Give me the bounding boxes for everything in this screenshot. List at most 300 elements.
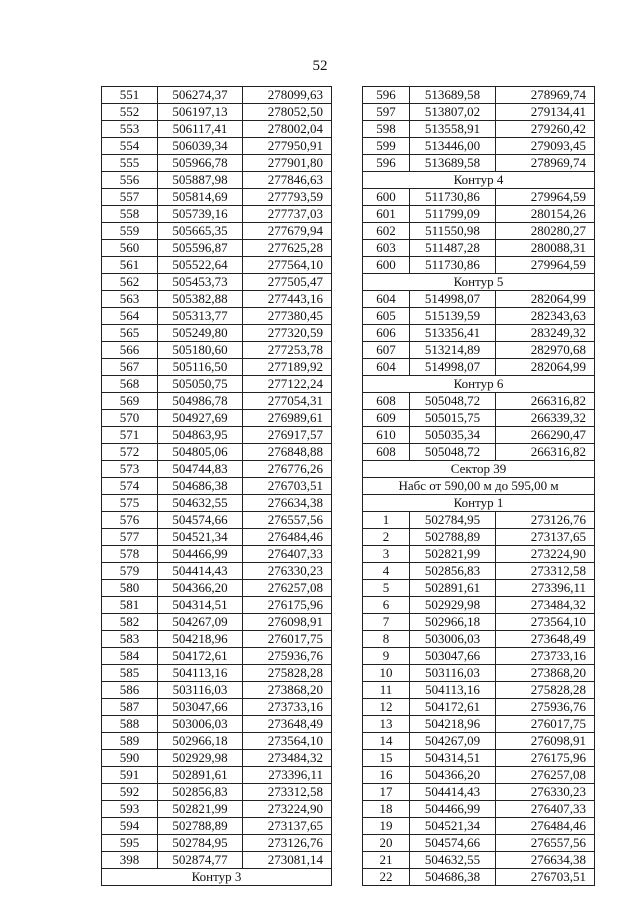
point-number-cell: 582 bbox=[102, 614, 158, 631]
table-row bbox=[102, 172, 332, 189]
y-coordinate-cell: 282343,63 bbox=[496, 308, 595, 325]
x-coordinate-cell: 505313,77 bbox=[158, 308, 243, 325]
page-number: 52 bbox=[312, 58, 328, 74]
x-coordinate-cell: 504314,51 bbox=[158, 597, 243, 614]
table-row bbox=[363, 852, 595, 869]
table-row bbox=[102, 631, 332, 648]
point-number-cell: 597 bbox=[363, 104, 410, 121]
point-number-cell: 595 bbox=[102, 835, 158, 852]
y-coordinate-cell: 276634,38 bbox=[243, 495, 332, 512]
point-number-cell: 553 bbox=[102, 121, 158, 138]
point-number-cell: 593 bbox=[102, 801, 158, 818]
y-coordinate-cell: 276017,75 bbox=[496, 716, 595, 733]
y-coordinate-cell: 276484,46 bbox=[243, 529, 332, 546]
point-number-cell: 571 bbox=[102, 427, 158, 444]
coordinates-table-right bbox=[362, 86, 595, 886]
point-number-cell: 1 bbox=[363, 512, 410, 529]
x-coordinate-cell: 504805,06 bbox=[158, 444, 243, 461]
x-coordinate-cell: 502784,95 bbox=[410, 512, 496, 529]
table-row bbox=[363, 631, 595, 648]
x-coordinate-cell: 504466,99 bbox=[158, 546, 243, 563]
y-coordinate-cell: 277950,91 bbox=[243, 138, 332, 155]
point-number-cell: 581 bbox=[102, 597, 158, 614]
table-row bbox=[102, 597, 332, 614]
y-coordinate-cell: 279260,42 bbox=[496, 121, 595, 138]
y-coordinate-cell: 282064,99 bbox=[496, 291, 595, 308]
table-row bbox=[102, 308, 332, 325]
y-coordinate-cell: 273224,90 bbox=[243, 801, 332, 818]
point-number-cell: 610 bbox=[363, 427, 410, 444]
point-number-cell: 601 bbox=[363, 206, 410, 223]
point-number-cell: 563 bbox=[102, 291, 158, 308]
x-coordinate-cell: 513356,41 bbox=[410, 325, 496, 342]
x-coordinate-cell: 511799,09 bbox=[410, 206, 496, 223]
point-number-cell: 12 bbox=[363, 699, 410, 716]
section-heading-row bbox=[363, 376, 595, 393]
point-number-cell: 17 bbox=[363, 784, 410, 801]
table-row bbox=[363, 189, 595, 206]
table-row bbox=[363, 784, 595, 801]
x-coordinate-cell: 505382,88 bbox=[158, 291, 243, 308]
table-row bbox=[363, 563, 595, 580]
point-number-cell: 609 bbox=[363, 410, 410, 427]
y-coordinate-cell: 273484,32 bbox=[243, 750, 332, 767]
point-number-cell: 604 bbox=[363, 291, 410, 308]
table-row bbox=[102, 87, 332, 104]
x-coordinate-cell: 504863,95 bbox=[158, 427, 243, 444]
table-row bbox=[363, 342, 595, 359]
x-coordinate-cell: 513689,58 bbox=[410, 87, 496, 104]
x-coordinate-cell: 504574,66 bbox=[410, 835, 496, 852]
y-coordinate-cell: 273137,65 bbox=[496, 529, 595, 546]
x-coordinate-cell: 505035,34 bbox=[410, 427, 496, 444]
table-row bbox=[102, 563, 332, 580]
y-coordinate-cell: 277380,45 bbox=[243, 308, 332, 325]
x-coordinate-cell: 506117,41 bbox=[158, 121, 243, 138]
point-number-cell: 567 bbox=[102, 359, 158, 376]
table-row bbox=[102, 818, 332, 835]
y-coordinate-cell: 266316,82 bbox=[496, 393, 595, 410]
table-row bbox=[363, 87, 595, 104]
x-coordinate-cell: 503006,03 bbox=[410, 631, 496, 648]
table-row bbox=[102, 546, 332, 563]
x-coordinate-cell: 502874,77 bbox=[158, 852, 243, 869]
x-coordinate-cell: 502784,95 bbox=[158, 835, 243, 852]
x-coordinate-cell: 505048,72 bbox=[410, 393, 496, 410]
table-row bbox=[363, 699, 595, 716]
point-number-cell: 561 bbox=[102, 257, 158, 274]
y-coordinate-cell: 276098,91 bbox=[243, 614, 332, 631]
x-coordinate-cell: 504172,61 bbox=[158, 648, 243, 665]
x-coordinate-cell: 504986,78 bbox=[158, 393, 243, 410]
x-coordinate-cell: 503116,03 bbox=[410, 665, 496, 682]
x-coordinate-cell: 505739,16 bbox=[158, 206, 243, 223]
table-row bbox=[102, 189, 332, 206]
y-coordinate-cell: 276175,96 bbox=[243, 597, 332, 614]
table-row bbox=[363, 733, 595, 750]
x-coordinate-cell: 504314,51 bbox=[410, 750, 496, 767]
x-coordinate-cell: 504927,69 bbox=[158, 410, 243, 427]
y-coordinate-cell: 273648,49 bbox=[243, 716, 332, 733]
y-coordinate-cell: 275828,28 bbox=[243, 665, 332, 682]
x-coordinate-cell: 504686,38 bbox=[158, 478, 243, 495]
point-number-cell: 578 bbox=[102, 546, 158, 563]
x-coordinate-cell: 504574,66 bbox=[158, 512, 243, 529]
y-coordinate-cell: 276917,57 bbox=[243, 427, 332, 444]
y-coordinate-cell: 277054,31 bbox=[243, 393, 332, 410]
point-number-cell: 594 bbox=[102, 818, 158, 835]
x-coordinate-cell: 513214,89 bbox=[410, 342, 496, 359]
table-row bbox=[363, 155, 595, 172]
x-coordinate-cell: 513689,58 bbox=[410, 155, 496, 172]
table-row bbox=[363, 223, 595, 240]
point-number-cell: 575 bbox=[102, 495, 158, 512]
point-number-cell: 21 bbox=[363, 852, 410, 869]
point-number-cell: 5 bbox=[363, 580, 410, 597]
x-coordinate-cell: 505887,98 bbox=[158, 172, 243, 189]
y-coordinate-cell: 276634,38 bbox=[496, 852, 595, 869]
point-number-cell: 559 bbox=[102, 223, 158, 240]
point-number-cell: 603 bbox=[363, 240, 410, 257]
y-coordinate-cell: 277679,94 bbox=[243, 223, 332, 240]
point-number-cell: 576 bbox=[102, 512, 158, 529]
y-coordinate-cell: 276330,23 bbox=[243, 563, 332, 580]
table-row bbox=[363, 767, 595, 784]
y-coordinate-cell: 276257,08 bbox=[243, 580, 332, 597]
y-coordinate-cell: 277443,16 bbox=[243, 291, 332, 308]
point-number-cell: 398 bbox=[102, 852, 158, 869]
section-heading: Набс от 590,00 м до 595,00 м bbox=[363, 478, 595, 495]
x-coordinate-cell: 505180,60 bbox=[158, 342, 243, 359]
y-coordinate-cell: 278969,74 bbox=[496, 155, 595, 172]
point-number-cell: 19 bbox=[363, 818, 410, 835]
coordinates-table-left bbox=[101, 86, 332, 886]
x-coordinate-cell: 513558,91 bbox=[410, 121, 496, 138]
x-coordinate-cell: 506039,34 bbox=[158, 138, 243, 155]
table-row bbox=[363, 240, 595, 257]
table-row bbox=[363, 512, 595, 529]
table-row bbox=[102, 801, 332, 818]
point-number-cell: 10 bbox=[363, 665, 410, 682]
y-coordinate-cell: 275828,28 bbox=[496, 682, 595, 699]
table-row bbox=[102, 750, 332, 767]
x-coordinate-cell: 504632,55 bbox=[158, 495, 243, 512]
y-coordinate-cell: 276776,26 bbox=[243, 461, 332, 478]
table-row bbox=[102, 393, 332, 410]
x-coordinate-cell: 511550,98 bbox=[410, 223, 496, 240]
table-row bbox=[363, 801, 595, 818]
x-coordinate-cell: 506197,13 bbox=[158, 104, 243, 121]
table-row bbox=[102, 835, 332, 852]
x-coordinate-cell: 515139,59 bbox=[410, 308, 496, 325]
x-coordinate-cell: 503047,66 bbox=[158, 699, 243, 716]
table-row bbox=[363, 529, 595, 546]
point-number-cell: 607 bbox=[363, 342, 410, 359]
y-coordinate-cell: 275936,76 bbox=[496, 699, 595, 716]
point-number-cell: 602 bbox=[363, 223, 410, 240]
point-number-cell: 20 bbox=[363, 835, 410, 852]
y-coordinate-cell: 276017,75 bbox=[243, 631, 332, 648]
y-coordinate-cell: 276557,56 bbox=[243, 512, 332, 529]
section-heading: Контур 4 bbox=[363, 172, 595, 189]
point-number-cell: 589 bbox=[102, 733, 158, 750]
section-heading-row bbox=[363, 461, 595, 478]
table-row bbox=[102, 767, 332, 784]
x-coordinate-cell: 503047,66 bbox=[410, 648, 496, 665]
point-number-cell: 565 bbox=[102, 325, 158, 342]
y-coordinate-cell: 273564,10 bbox=[243, 733, 332, 750]
table-row bbox=[102, 665, 332, 682]
x-coordinate-cell: 504632,55 bbox=[410, 852, 496, 869]
x-coordinate-cell: 502788,89 bbox=[410, 529, 496, 546]
y-coordinate-cell: 276098,91 bbox=[496, 733, 595, 750]
y-coordinate-cell: 280088,31 bbox=[496, 240, 595, 257]
y-coordinate-cell: 277901,80 bbox=[243, 155, 332, 172]
x-coordinate-cell: 502966,18 bbox=[158, 733, 243, 750]
y-coordinate-cell: 276407,33 bbox=[243, 546, 332, 563]
point-number-cell: 586 bbox=[102, 682, 158, 699]
point-number-cell: 6 bbox=[363, 597, 410, 614]
point-number-cell: 22 bbox=[363, 869, 410, 886]
table-row bbox=[363, 580, 595, 597]
x-coordinate-cell: 502788,89 bbox=[158, 818, 243, 835]
y-coordinate-cell: 266316,82 bbox=[496, 444, 595, 461]
x-coordinate-cell: 502891,61 bbox=[158, 767, 243, 784]
x-coordinate-cell: 514998,07 bbox=[410, 359, 496, 376]
y-coordinate-cell: 276330,23 bbox=[496, 784, 595, 801]
table-row bbox=[363, 393, 595, 410]
x-coordinate-cell: 502856,83 bbox=[410, 563, 496, 580]
y-coordinate-cell: 273648,49 bbox=[496, 631, 595, 648]
section-heading: Контур 5 bbox=[363, 274, 595, 291]
table-row bbox=[102, 104, 332, 121]
y-coordinate-cell: 276175,96 bbox=[496, 750, 595, 767]
point-number-cell: 569 bbox=[102, 393, 158, 410]
table-row bbox=[363, 104, 595, 121]
point-number-cell: 599 bbox=[363, 138, 410, 155]
section-heading: Контур 6 bbox=[363, 376, 595, 393]
table-row bbox=[102, 699, 332, 716]
y-coordinate-cell: 276484,46 bbox=[496, 818, 595, 835]
y-coordinate-cell: 276703,51 bbox=[496, 869, 595, 886]
y-coordinate-cell: 278052,50 bbox=[243, 104, 332, 121]
point-number-cell: 554 bbox=[102, 138, 158, 155]
point-number-cell: 600 bbox=[363, 189, 410, 206]
y-coordinate-cell: 279093,45 bbox=[496, 138, 595, 155]
y-coordinate-cell: 273126,76 bbox=[243, 835, 332, 852]
point-number-cell: 572 bbox=[102, 444, 158, 461]
point-number-cell: 7 bbox=[363, 614, 410, 631]
table-row bbox=[102, 580, 332, 597]
y-coordinate-cell: 282064,99 bbox=[496, 359, 595, 376]
y-coordinate-cell: 275936,76 bbox=[243, 648, 332, 665]
section-heading-row bbox=[363, 495, 595, 512]
point-number-cell: 557 bbox=[102, 189, 158, 206]
table-row bbox=[102, 257, 332, 274]
point-number-cell: 574 bbox=[102, 478, 158, 495]
x-coordinate-cell: 502966,18 bbox=[410, 614, 496, 631]
x-coordinate-cell: 511487,28 bbox=[410, 240, 496, 257]
x-coordinate-cell: 504414,43 bbox=[158, 563, 243, 580]
table-row bbox=[363, 546, 595, 563]
table-row bbox=[102, 274, 332, 291]
y-coordinate-cell: 273733,16 bbox=[496, 648, 595, 665]
table-row bbox=[102, 155, 332, 172]
x-coordinate-cell: 504113,16 bbox=[410, 682, 496, 699]
y-coordinate-cell: 279134,41 bbox=[496, 104, 595, 121]
table-row bbox=[102, 716, 332, 733]
x-coordinate-cell: 505966,78 bbox=[158, 155, 243, 172]
point-number-cell: 600 bbox=[363, 257, 410, 274]
table-row bbox=[102, 512, 332, 529]
table-row bbox=[102, 648, 332, 665]
x-coordinate-cell: 505015,75 bbox=[410, 410, 496, 427]
table-row bbox=[363, 665, 595, 682]
point-number-cell: 608 bbox=[363, 444, 410, 461]
y-coordinate-cell: 273733,16 bbox=[243, 699, 332, 716]
section-heading-row bbox=[363, 478, 595, 495]
y-coordinate-cell: 273312,58 bbox=[496, 563, 595, 580]
x-coordinate-cell: 504218,96 bbox=[410, 716, 496, 733]
y-coordinate-cell: 278002,04 bbox=[243, 121, 332, 138]
y-coordinate-cell: 276407,33 bbox=[496, 801, 595, 818]
point-number-cell: 570 bbox=[102, 410, 158, 427]
x-coordinate-cell: 511730,86 bbox=[410, 189, 496, 206]
point-number-cell: 596 bbox=[363, 87, 410, 104]
table-row bbox=[102, 376, 332, 393]
x-coordinate-cell: 503006,03 bbox=[158, 716, 243, 733]
y-coordinate-cell: 276703,51 bbox=[243, 478, 332, 495]
table-row bbox=[363, 869, 595, 886]
table-row bbox=[102, 733, 332, 750]
point-number-cell: 555 bbox=[102, 155, 158, 172]
x-coordinate-cell: 502891,61 bbox=[410, 580, 496, 597]
y-coordinate-cell: 283249,32 bbox=[496, 325, 595, 342]
y-coordinate-cell: 277189,92 bbox=[243, 359, 332, 376]
y-coordinate-cell: 276557,56 bbox=[496, 835, 595, 852]
table-row bbox=[102, 478, 332, 495]
y-coordinate-cell: 273868,20 bbox=[496, 665, 595, 682]
x-coordinate-cell: 505116,50 bbox=[158, 359, 243, 376]
y-coordinate-cell: 266290,47 bbox=[496, 427, 595, 444]
y-coordinate-cell: 277737,03 bbox=[243, 206, 332, 223]
x-coordinate-cell: 504366,20 bbox=[410, 767, 496, 784]
y-coordinate-cell: 276257,08 bbox=[496, 767, 595, 784]
table-row bbox=[363, 835, 595, 852]
y-coordinate-cell: 277253,78 bbox=[243, 342, 332, 359]
y-coordinate-cell: 273396,11 bbox=[243, 767, 332, 784]
table-row bbox=[363, 614, 595, 631]
table-row bbox=[363, 291, 595, 308]
table-row bbox=[363, 444, 595, 461]
table-row bbox=[363, 138, 595, 155]
table-row bbox=[363, 308, 595, 325]
point-number-cell: 573 bbox=[102, 461, 158, 478]
y-coordinate-cell: 276848,88 bbox=[243, 444, 332, 461]
point-number-cell: 2 bbox=[363, 529, 410, 546]
section-heading: Контур 3 bbox=[102, 869, 332, 886]
point-number-cell: 18 bbox=[363, 801, 410, 818]
x-coordinate-cell: 513807,02 bbox=[410, 104, 496, 121]
table-row bbox=[102, 614, 332, 631]
x-coordinate-cell: 505048,72 bbox=[410, 444, 496, 461]
y-coordinate-cell: 273126,76 bbox=[496, 512, 595, 529]
y-coordinate-cell: 277793,59 bbox=[243, 189, 332, 206]
x-coordinate-cell: 504113,16 bbox=[158, 665, 243, 682]
y-coordinate-cell: 279964,59 bbox=[496, 257, 595, 274]
point-number-cell: 591 bbox=[102, 767, 158, 784]
point-number-cell: 606 bbox=[363, 325, 410, 342]
point-number-cell: 577 bbox=[102, 529, 158, 546]
table-row bbox=[363, 750, 595, 767]
x-coordinate-cell: 502821,99 bbox=[410, 546, 496, 563]
table-row bbox=[102, 784, 332, 801]
x-coordinate-cell: 504218,96 bbox=[158, 631, 243, 648]
table-row bbox=[102, 121, 332, 138]
table-row bbox=[363, 410, 595, 427]
table-row bbox=[363, 206, 595, 223]
table-row bbox=[102, 852, 332, 869]
x-coordinate-cell: 504267,09 bbox=[158, 614, 243, 631]
y-coordinate-cell: 277122,24 bbox=[243, 376, 332, 393]
point-number-cell: 556 bbox=[102, 172, 158, 189]
y-coordinate-cell: 273396,11 bbox=[496, 580, 595, 597]
x-coordinate-cell: 504466,99 bbox=[410, 801, 496, 818]
x-coordinate-cell: 505453,73 bbox=[158, 274, 243, 291]
point-number-cell: 608 bbox=[363, 393, 410, 410]
table-row bbox=[363, 818, 595, 835]
point-number-cell: 16 bbox=[363, 767, 410, 784]
table-row bbox=[102, 495, 332, 512]
y-coordinate-cell: 279964,59 bbox=[496, 189, 595, 206]
point-number-cell: 585 bbox=[102, 665, 158, 682]
table-row bbox=[102, 529, 332, 546]
y-coordinate-cell: 273312,58 bbox=[243, 784, 332, 801]
point-number-cell: 13 bbox=[363, 716, 410, 733]
point-number-cell: 562 bbox=[102, 274, 158, 291]
x-coordinate-cell: 504686,38 bbox=[410, 869, 496, 886]
table-row bbox=[102, 682, 332, 699]
y-coordinate-cell: 277625,28 bbox=[243, 240, 332, 257]
x-coordinate-cell: 511730,86 bbox=[410, 257, 496, 274]
y-coordinate-cell: 277320,59 bbox=[243, 325, 332, 342]
table-row bbox=[102, 291, 332, 308]
y-coordinate-cell: 280154,26 bbox=[496, 206, 595, 223]
point-number-cell: 568 bbox=[102, 376, 158, 393]
y-coordinate-cell: 276989,61 bbox=[243, 410, 332, 427]
y-coordinate-cell: 273868,20 bbox=[243, 682, 332, 699]
table-row bbox=[363, 325, 595, 342]
table-row bbox=[363, 716, 595, 733]
x-coordinate-cell: 502929,98 bbox=[158, 750, 243, 767]
x-coordinate-cell: 505814,69 bbox=[158, 189, 243, 206]
table-row bbox=[102, 325, 332, 342]
y-coordinate-cell: 273137,65 bbox=[243, 818, 332, 835]
point-number-cell: 605 bbox=[363, 308, 410, 325]
section-heading: Сектор 39 bbox=[363, 461, 595, 478]
point-number-cell: 4 bbox=[363, 563, 410, 580]
table-row bbox=[363, 427, 595, 444]
point-number-cell: 552 bbox=[102, 104, 158, 121]
y-coordinate-cell: 282970,68 bbox=[496, 342, 595, 359]
x-coordinate-cell: 504744,83 bbox=[158, 461, 243, 478]
table-row bbox=[102, 138, 332, 155]
point-number-cell: 580 bbox=[102, 580, 158, 597]
section-heading: Контур 1 bbox=[363, 495, 595, 512]
y-coordinate-cell: 266339,32 bbox=[496, 410, 595, 427]
x-coordinate-cell: 505249,80 bbox=[158, 325, 243, 342]
point-number-cell: 15 bbox=[363, 750, 410, 767]
